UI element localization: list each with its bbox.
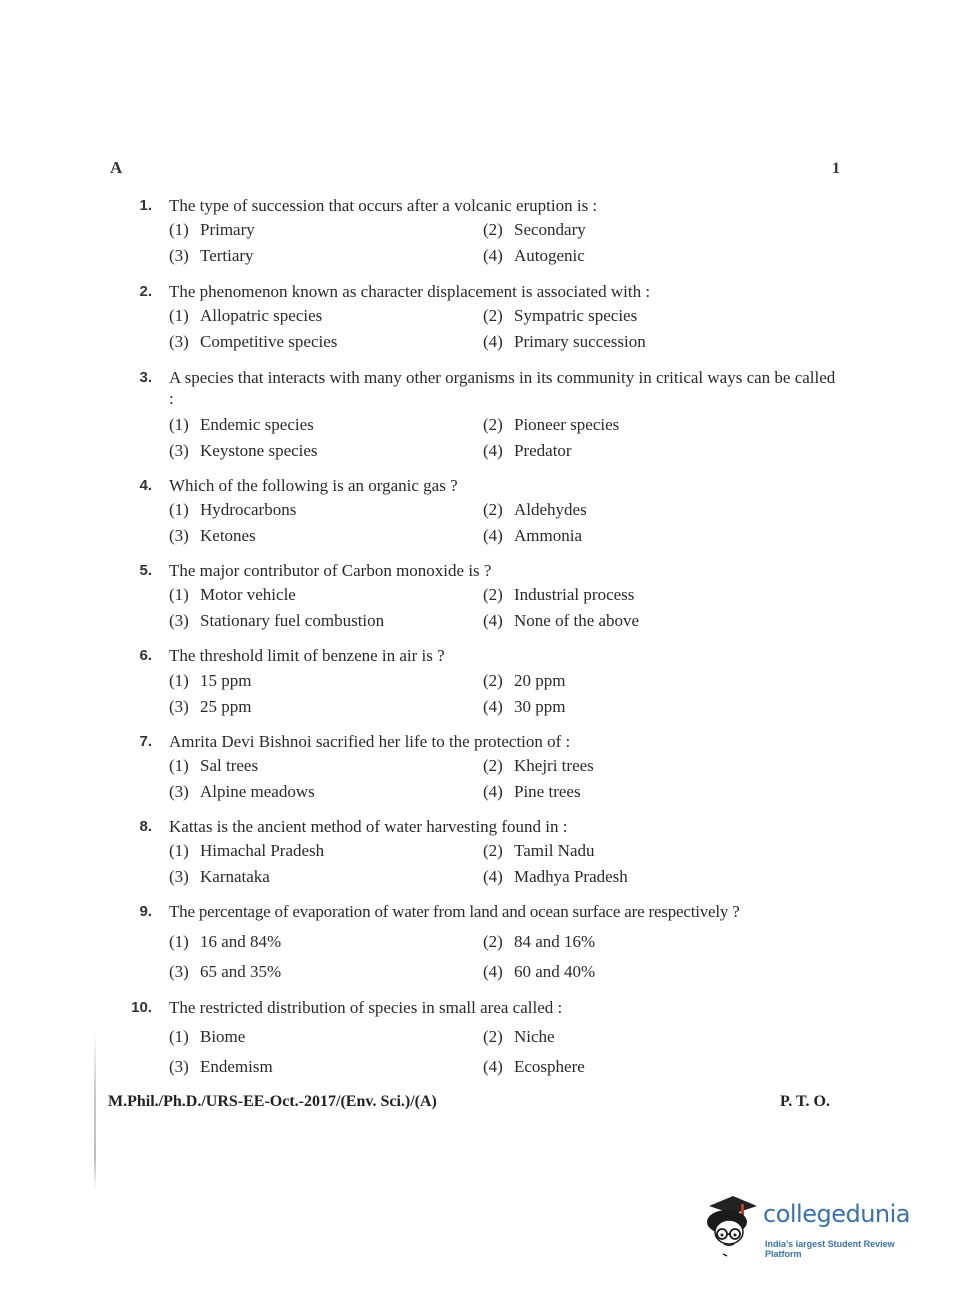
option-2: (2) Industrial process (483, 585, 635, 604)
question-number: 4. (139, 477, 152, 494)
question-number: 9. (139, 903, 152, 920)
option-3: (3) Karnataka (169, 867, 270, 886)
question-number: 2. (139, 283, 152, 300)
option-1: (1) Biome (169, 1027, 246, 1046)
question-number: 5. (139, 562, 152, 579)
question-text: A species that interacts with many other organisms in its community in critical ways can be called : (169, 368, 836, 408)
option-4: (4) 30 ppm (483, 697, 566, 716)
option-1: (1) 16 and 84% (169, 932, 282, 951)
option-4: (4) Ecosphere (483, 1057, 585, 1076)
question-text: The major contributor of Carbon monoxide is ? (169, 561, 492, 580)
option-1: (1) Motor vehicle (169, 585, 296, 604)
option-4: (4) Primary succession (483, 332, 646, 351)
option-1: (1) 15 ppm (169, 671, 252, 690)
option-3: (3) 65 and 35% (169, 962, 282, 981)
option-3: (3) Tertiary (169, 246, 254, 265)
option-2: (2) 20 ppm (483, 671, 566, 690)
question-text: The restricted distribution of species in small area called : (169, 998, 563, 1017)
option-1: (1) Primary (169, 220, 255, 239)
student-mascot-icon (703, 1192, 761, 1262)
pto-label: P. T. O. (780, 1093, 830, 1110)
question-number: 10. (131, 999, 152, 1016)
option-1: (1) Hydrocarbons (169, 500, 297, 519)
option-2: (2) 84 and 16% (483, 932, 596, 951)
option-2: (2) Secondary (483, 220, 586, 239)
question-number: 8. (139, 818, 152, 835)
page-number: 1 (832, 160, 840, 177)
option-2: (2) Aldehydes (483, 500, 587, 519)
option-2: (2) Pioneer species (483, 415, 620, 434)
question-text: Which of the following is an organic gas ? (169, 476, 458, 495)
question-number: 6. (139, 647, 152, 664)
option-1: (1) Endemic species (169, 415, 314, 434)
question-text: The phenomenon known as character displacement is associated with : (169, 282, 651, 301)
option-2: (2) Sympatric species (483, 306, 638, 325)
option-4: (4) Predator (483, 441, 572, 460)
option-4: (4) 60 and 40% (483, 962, 596, 981)
question-text: The threshold limit of benzene in air is ? (169, 646, 445, 665)
option-4: (4) Pine trees (483, 782, 581, 801)
option-3: (3) Endemism (169, 1057, 273, 1076)
option-4: (4) Madhya Pradesh (483, 867, 628, 886)
question-number: 7. (139, 733, 152, 750)
option-2: (2) Niche (483, 1027, 555, 1046)
option-2: (2) Tamil Nadu (483, 841, 595, 860)
question-text: The percentage of evaporation of water from land and ocean surface are respectively ? (169, 902, 740, 921)
brand-name: collegedunia (763, 1200, 911, 1228)
question-number: 1. (139, 197, 152, 214)
option-3: (3) Ketones (169, 526, 256, 545)
option-3: (3) 25 ppm (169, 697, 252, 716)
option-3: (3) Stationary fuel combustion (169, 611, 385, 630)
option-1: (1) Sal trees (169, 756, 259, 775)
option-3: (3) Keystone species (169, 441, 318, 460)
question-text: The type of succession that occurs after a volcanic eruption is : (169, 196, 598, 215)
option-3: (3) Competitive species (169, 332, 338, 351)
option-2: (2) Khejri trees (483, 756, 594, 775)
option-4: (4) None of the above (483, 611, 640, 630)
collegedunia-watermark (703, 1192, 933, 1262)
brand-tagline: India's largest Student Review Platform (765, 1239, 895, 1259)
question-number: 3. (139, 369, 152, 386)
question-text: Amrita Devi Bishnoi sacrified her life to the protection of : (169, 732, 571, 751)
option-1: (1) Himachal Pradesh (169, 841, 325, 860)
question-text: Kattas is the ancient method of water harvesting found in : (169, 817, 568, 836)
scan-edge-shadow (94, 1030, 96, 1190)
set-letter: A (110, 158, 123, 177)
paper-code: M.Phil./Ph.D./URS-EE-Oct.-2017/(Env. Sci.)/(A) (108, 1093, 437, 1110)
option-1: (1) Allopatric species (169, 306, 323, 325)
option-4: (4) Autogenic (483, 246, 585, 265)
option-3: (3) Alpine meadows (169, 782, 315, 801)
option-4: (4) Ammonia (483, 526, 582, 545)
